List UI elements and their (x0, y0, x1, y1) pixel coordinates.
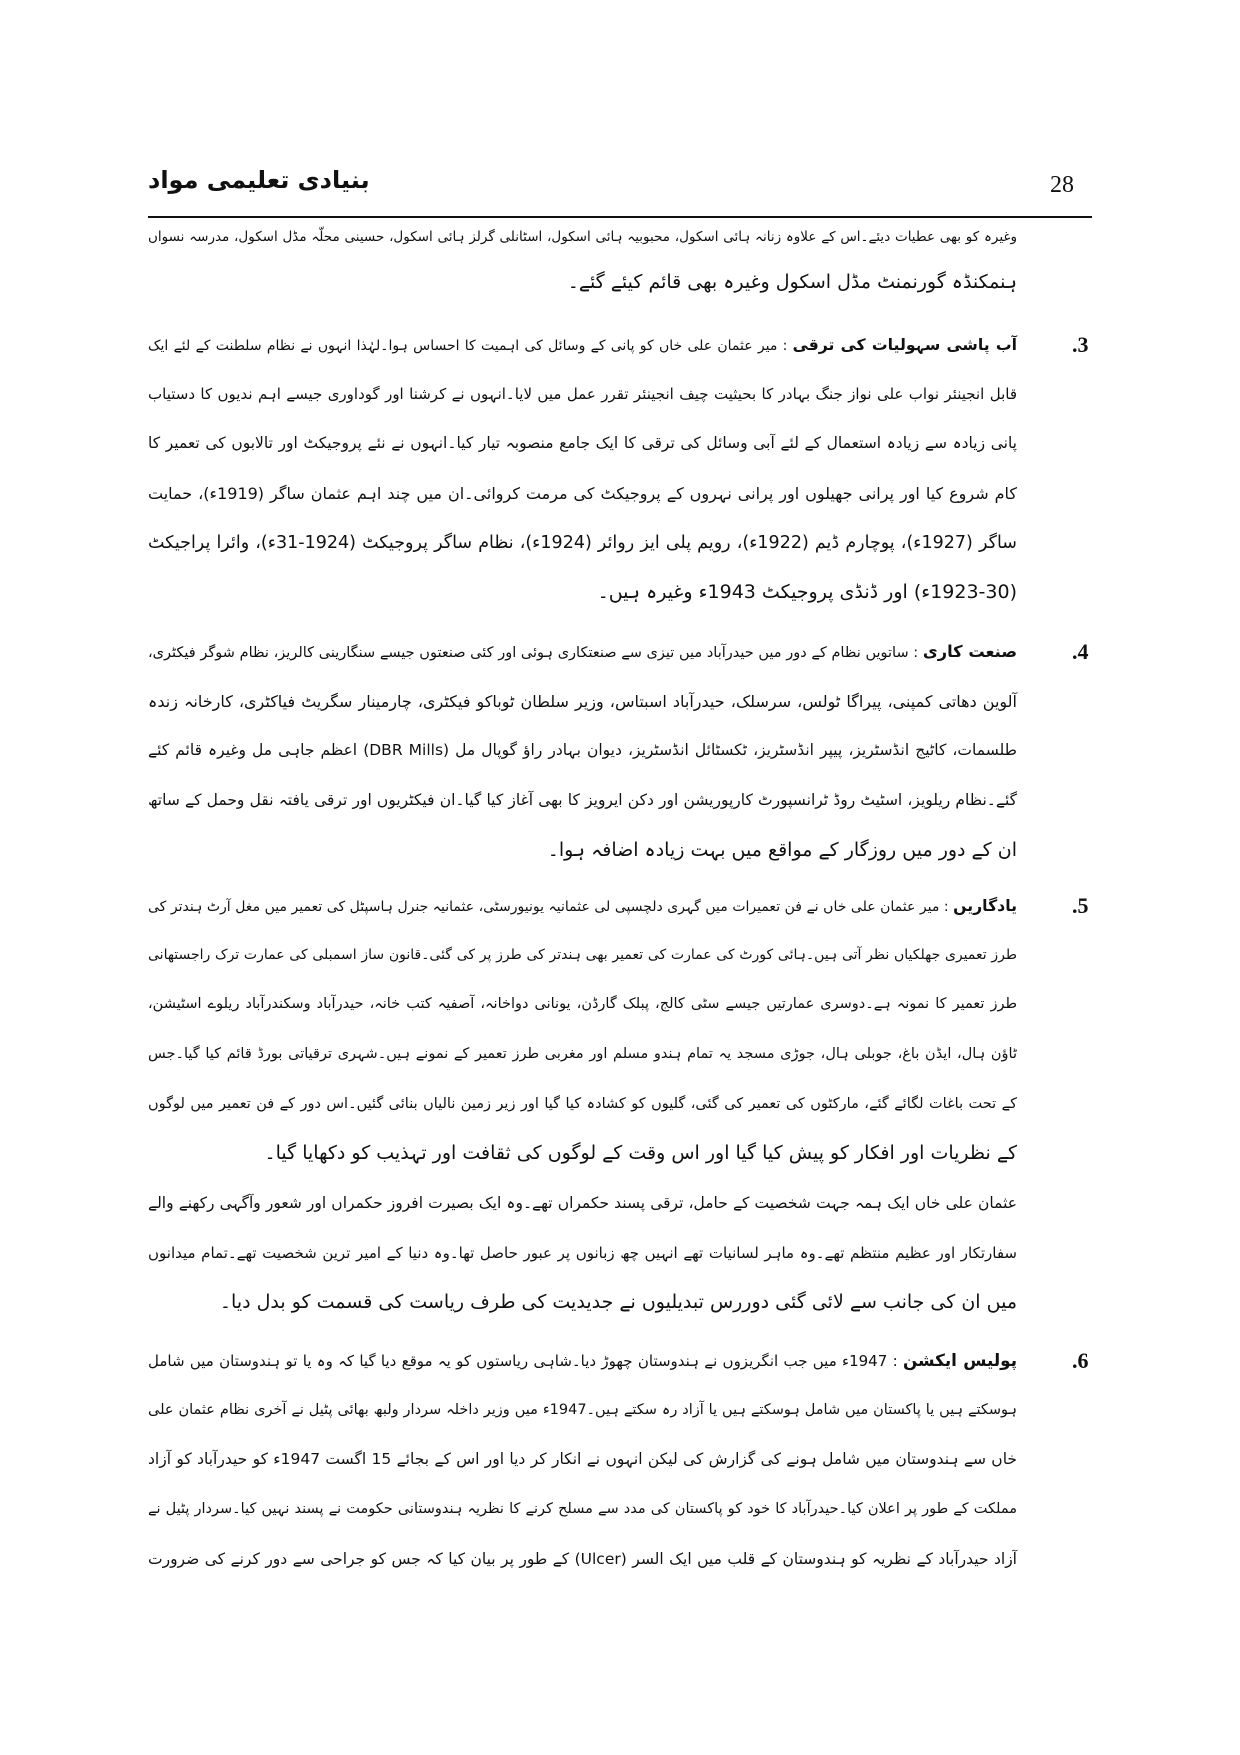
line-text: ٹاؤن ہال، ایڈن باغ، جوبلی ہال، جوڑی مسجد یہ تمام ہندو مسلم اور مغربی طرز تعمیر کے نمونے ہیں۔شہری ترقیاتی بورڈ قائم کیا گیا۔جس (148, 1046, 1017, 1063)
text-line (148, 1435, 1017, 1485)
paragraph (148, 215, 1017, 305)
line-text: طرز تعمیری جھلکیاں نظر آتی ہیں۔ہائی کورٹ کی عمارت کی تعمیر بھی ہندتر کی طرز پر کی گئی۔قانون ساز اسمبلی کی عمارت ترک راجستھانی (148, 946, 1017, 963)
text-line (148, 881, 1017, 931)
line-text: قابل انجینئر نواب علی نواز جنگ بہادر کا بحیثیت چیف انجینئر تقرر عمل میں لایا۔انہوں نے کرشنا اور گوداوری جیسے اہم ندیوں کا دستیاب (148, 384, 1017, 403)
text-line (148, 726, 1017, 776)
line-text: ان کے دور میں روزگار کے مواقع میں بہت زیادہ اضافہ ہوا۔ (547, 838, 1017, 861)
line-text: خاں سے ہندوستان میں شامل ہونے کی گزارش کی لیکن انہوں نے انکار کر دیا اور اس کے بجائے 15 اگست 1947ء کو حیدرآباد کو آزاد (148, 1450, 1017, 1469)
line-text: آلوین دھاتی کمپنی، پیراگا ٹولس، سرسلک، حیدرآباد اسبتاس، وزیر سلطان ٹوباکو فیکٹری، چارمینار سگریٹ فیاکٹری، کارخانہ زندہ (148, 691, 1017, 711)
text-line (148, 980, 1017, 1030)
line-text: : 1947ء میں جب انگریزوں نے ہندوستان چھوڑ دیا۔شاہی ریاستوں کو یہ موقع دیا گیا کہ وہ یا تو ہندوستان میں شامل (148, 1352, 903, 1370)
text-line (148, 1030, 1017, 1080)
line-text: ہنمکنڈہ گورنمنٹ مڈل اسکول وغیرہ بھی قائم کیئے گئے۔ (567, 271, 1017, 293)
line-text: کے نظریات اور افکار کو پیش کیا گیا اور اس وقت کے لوگوں کی ثقافت اور تہذیب کو دکھایا گیا۔ (264, 1142, 1017, 1165)
section-number: 4. (1072, 639, 1089, 664)
line-text: : میر عثمان علی خاں کو پانی کے وسائل کی اہمیت کا احساس ہوا۔لہٰذا انہوں نے نظام سلطنت کے لئے ایک (148, 338, 793, 354)
line-text: سفارتکار اور عظیم منتظم تھے۔وہ ماہر لسانیات تھے انہیں چھ زبانوں پر عبور حاصل تھا۔وہ دنیا کے امیر ترین شخصیت تھے۔تمام میدانوں (148, 1243, 1017, 1262)
section-heading: صنعت کاری (922, 642, 1018, 661)
text-line (148, 1080, 1017, 1130)
text-line (148, 215, 1017, 260)
section-number: 6. (1072, 1348, 1089, 1373)
text-line (148, 776, 1017, 826)
line-text: میں ان کی جانب سے لائی گئی دوررس تبدیلیوں نے جدیدیت کی طرف ریاست کی قسمت کو بدل دیا۔ (219, 1291, 1017, 1314)
line-text: مملکت کے طور پر اعلان کیا۔حیدرآباد کا خود کو پاکستان کی مدد سے مسلح کرنے کا نظریہ ہندوستانی حکومت نے پسند نہیں کیا۔سردار پٹیل نے (148, 1501, 1017, 1518)
text-line (148, 568, 1017, 618)
text-line (148, 260, 1017, 305)
section-number: 3. (1072, 332, 1089, 357)
text-line (148, 627, 1017, 677)
text-line (148, 1129, 1017, 1179)
text-line (148, 1278, 1017, 1328)
text-line (148, 677, 1017, 727)
line-text: : ساتویں نظام کے دور میں حیدرآباد میں تیزی سے صنعتکاری ہوئی اور کئی صنعتوں جیسے سنگارینی کالریز، نظام شوگر فیکٹری، (148, 645, 923, 661)
numbered-section (148, 881, 1017, 1179)
line-text: پانی زیادہ سے زیادہ استعمال کے لئے آبی وسائل کی ترقی کا ایک جامع منصوبہ تیار کیا۔انہوں نے نئے پروجیکٹ اور تالابوں کی تعمیر کا (148, 434, 1017, 453)
numbered-section (148, 1336, 1017, 1584)
line-text: کے تحت باغات لگائے گئے، مارکٹوں کی تعمیر کی گئی، گلیوں کو کشادہ کیا گیا اور زیر زمین نالیاں بنائی گئیں۔اس دور کے فن تعمیر میں لوگوں (148, 1095, 1017, 1112)
line-text: آزاد حیدرآباد کے نظریہ کو ہندوستان کے قلب میں ایک السر (Ulcer) کے طور پر بیان کیا کہ جس کو جراحی سے دور کرنے کی ضرورت (148, 1549, 1017, 1568)
text-line (148, 1535, 1017, 1585)
line-text: عثمان علی خاں ایک ہمہ جہت شخصیت کے حامل، ترقی پسند حکمراں تھے۔وہ ایک بصیرت افروز حکمراں اور شعور وآگہی رکھنے والے (148, 1194, 1017, 1212)
line-text: طلسمات، کاٹیج انڈسٹریز، پیپر انڈسٹریز، ٹکسٹائل انڈسٹریز، دیوان بہادر راؤ گوپال مل (DBR Mills) اعظم جاہی مل وغیرہ قائم کئے (148, 741, 1018, 760)
text-line (148, 1485, 1017, 1535)
section-heading: یادگاریں (953, 896, 1017, 915)
section-heading: آب پاشی سہولیات کی ترقی (792, 335, 1017, 354)
line-text: (1923-30ء) اور ڈنڈی پروجیکٹ 1943ء وغیرہ ہیں۔ (597, 581, 1017, 604)
text-line (148, 931, 1017, 981)
line-text: : میر عثمان علی خاں نے فن تعمیرات میں گہری دلچسپی لی عثمانیہ یونیورسٹی، عثمانیہ جنرل ہاسپٹل کی تعمیر میں مغل آرٹ ہندتر کی (148, 899, 954, 915)
text-line (148, 1179, 1017, 1229)
line-text: ہوسکتے ہیں یا پاکستان میں شامل ہوسکتے ہیں یا آزاد رہ سکتے ہیں۔1947ء میں وزیر داخلہ سردار ولبھ بھائی پٹیل نے آخری نظام عثمان علی (148, 1401, 1017, 1418)
text-line (148, 1386, 1017, 1436)
text-line (148, 826, 1017, 876)
page-number: 28 (1050, 172, 1074, 198)
text-line (148, 1336, 1017, 1386)
text-line (148, 370, 1017, 420)
text-line (148, 469, 1017, 519)
line-text: گئے۔نظام ریلویز، اسٹیٹ روڈ ٹرانسپورٹ کارپوریشن اور دکن ایرویز کا بھی آغاز کیا گیا۔ان فیکٹریوں اور ترقی یافتہ نقل وحمل کے ساتھ (148, 791, 1017, 810)
text-line (148, 320, 1017, 370)
line-text: ساگر (1927ء)، پوچارم ڈیم (1922ء)، رویم پلی ایز روائر (1924ء)، نظام ساگر پروجیکٹ (1924-31ء)، وائرا پراجیکٹ (148, 532, 1017, 553)
numbered-section (148, 627, 1017, 875)
text-line (148, 519, 1017, 569)
text-line (148, 1229, 1017, 1279)
line-text: کام شروع کیا اور پرانی جھیلوں اور پرانی نہروں کے پروجیکٹ کی مرمت کروائی۔ان میں چند اہم عثمان ساگر (1919ء)، حمایت (148, 484, 1017, 504)
section-number: 5. (1072, 893, 1089, 918)
paragraph (148, 1179, 1017, 1328)
running-header-title: بنیادی تعلیمی مواد (148, 166, 370, 194)
section-heading: پولیس ایکشن (902, 1350, 1017, 1370)
line-text: وغیرہ کو بھی عطیات دیئے۔اس کے علاوہ زنانہ ہائی اسکول، محبوبیہ ہائی اسکول، اسٹانلی گرلز ہائی اسکول، حسینی محلّہ مڈل اسکول، مدرسہ نسواں (148, 229, 1017, 245)
line-text: طرز تعمیر کا نمونہ ہے۔دوسری عمارتیں جیسے سٹی کالج، پبلک گارڈن، یونانی دواخانہ، آصفیہ کتب خانہ، حیدرآباد وسکندرآباد ریلوے اسٹیشن، (148, 996, 1017, 1013)
text-line (148, 419, 1017, 469)
numbered-section (148, 320, 1017, 618)
